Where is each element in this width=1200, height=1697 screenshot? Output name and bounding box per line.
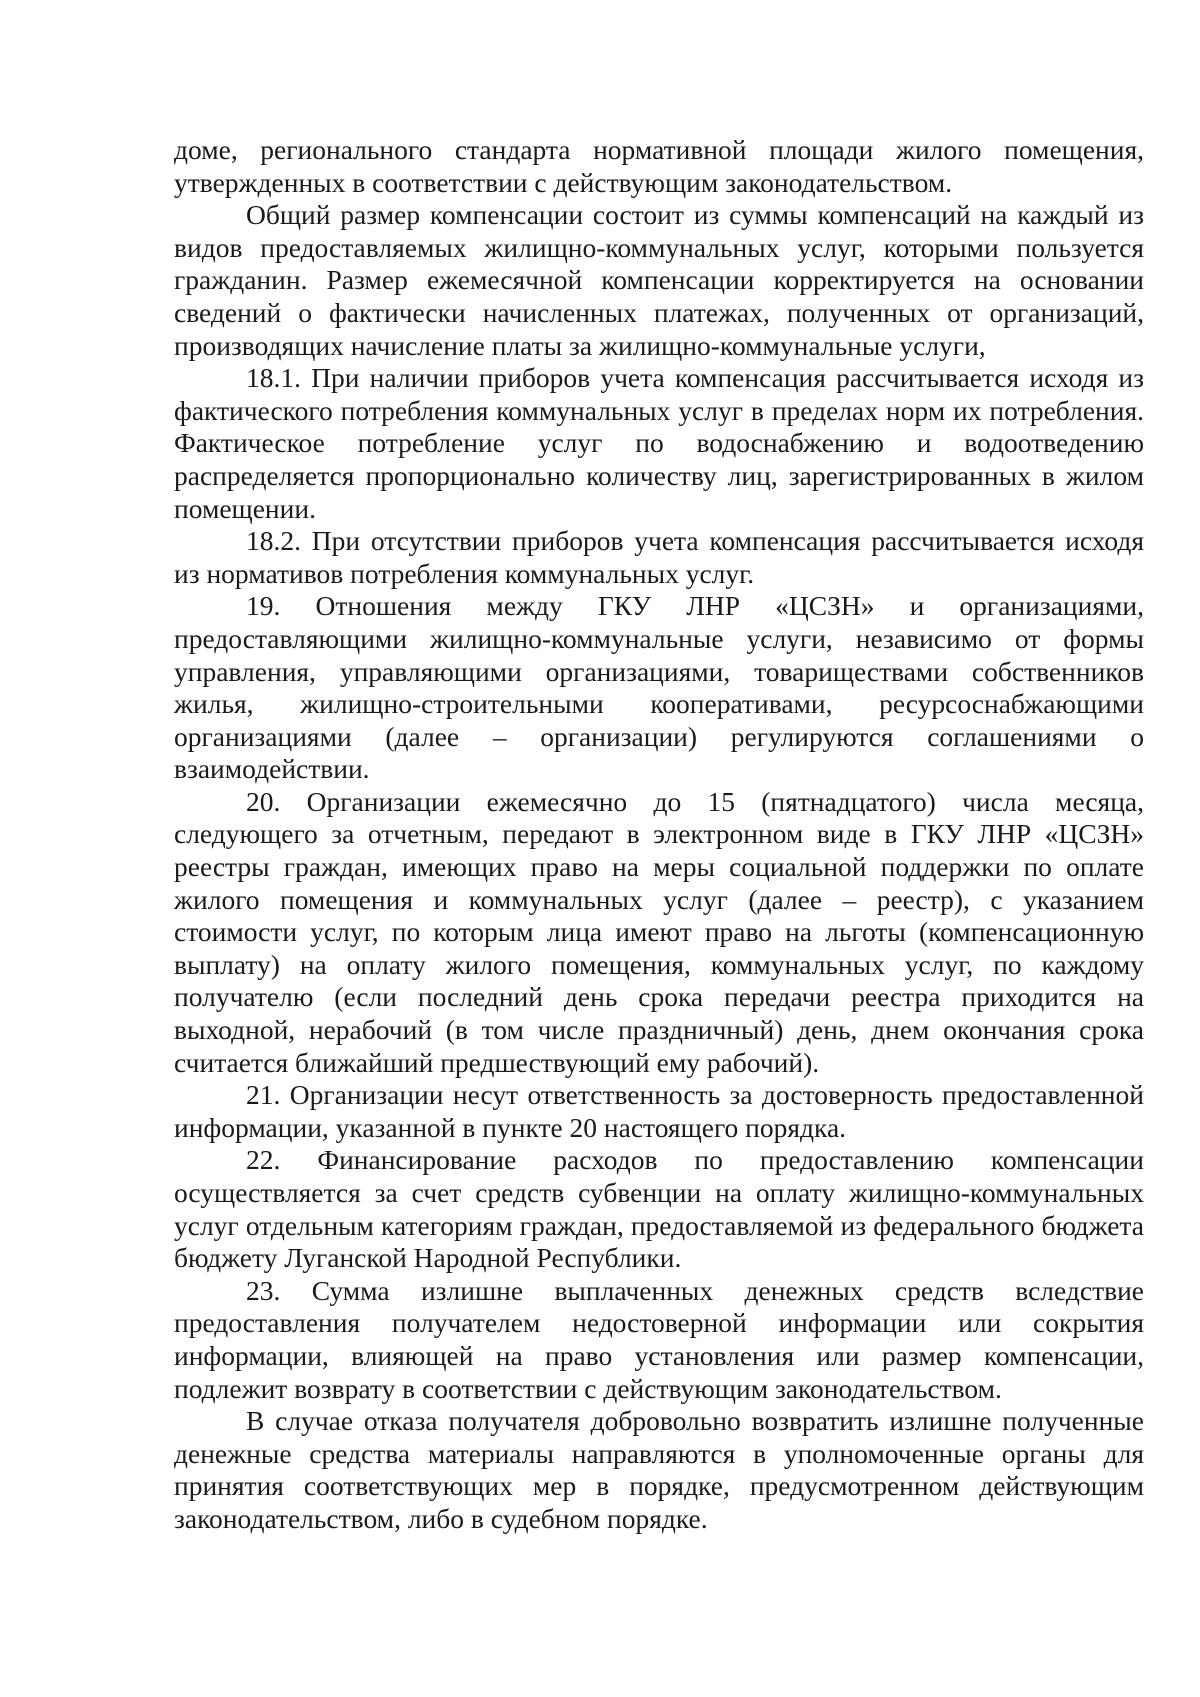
- paragraph-22: 22. Финансирование расходов по предоставлению компенсации осуществляется за счет средств субвенции на оплату жилищно-коммунальных услуг отдельным категориям граждан, предоставляемой из федерального бюджета бюджету Луганской Народной Республики.: [174, 1144, 1144, 1274]
- paragraph-refusal: В случае отказа получателя добровольно возвратить излишне полученные денежные средства материалы направляются в уполномоченные органы для принятия соответствующих мер в порядке, предусмотренном действующим законодательством, либо в судебном порядке.: [174, 1405, 1144, 1534]
- paragraph-continuation: доме, регионального стандарта нормативной площади жилого помещения, утвержденных в соответствии с действующим законодательством.: [174, 134, 1144, 198]
- paragraph-21: 21. Организации несут ответственность за достоверность предоставленной информации, указанной в пункте 20 настоящего порядка.: [174, 1079, 1144, 1143]
- document-body: [174, 134, 1144, 1536]
- paragraph-18-2: 18.2. При отсутствии приборов учета компенсация рассчитывается исходя из нормативов потребления коммунальных услуг.: [174, 525, 1144, 589]
- paragraph-compensation-total: Общий размер компенсации состоит из суммы компенсаций на каждый из видов предоставляемых жилищно-коммунальных услуг, которыми пользуется гражданин. Размер ежемесячной компенсации корректируется на основании сведений о фактически начисленных платежах, полученных от организаций, производящих начисление платы за жилищно-коммунальные услуги,: [174, 199, 1144, 361]
- paragraph-23: 23. Сумма излишне выплаченных денежных средств вследствие предоставления получателем недостоверной информации или сокрытия информации, влияющей на право установления или размер компенсации, подлежит возврату в соответствии с действующим законодательством.: [174, 1274, 1144, 1404]
- paragraph-18-1: 18.1. При наличии приборов учета компенсация рассчитывается исходя из фактического потребления коммунальных услуг в пределах норм их потребления. Фактическое потребление услуг по водоснабжению и водоотведению распределяется пропорционально количеству лиц, зарегистрированных в жилом помещении.: [174, 362, 1144, 524]
- paragraph-19: 19. Отношения между ГКУ ЛНР «ЦСЗН» и организациями, предоставляющими жилищно-коммунальные услуги, независимо от формы управления, управляющими организациями, товариществами собственников жилья, жилищно-строительными кооперативами, ресурсоснабжающими организациями (далее – организации) регулируются соглашениями о взаимодействии.: [174, 590, 1144, 785]
- paragraph-20: 20. Организации ежемесячно до 15 (пятнадцатого) числа месяца, следующего за отчетным, передают в электронном виде в ГКУ ЛНР «ЦСЗН» реестры граждан, имеющих право на меры социальной поддержки по оплате жилого помещения и коммунальных услуг (далее – реестр), с указанием стоимости услуг, по которым лица имеют право на льготы (компенсационную выплату) на оплату жилого помещения, коммунальных услуг, по каждому получателю (если последний день срока передачи реестра приходится на выходной, нерабочий (в том числе праздничный) день, днем окончания срока считается ближайший предшествующий ему рабочий).: [174, 785, 1144, 1078]
